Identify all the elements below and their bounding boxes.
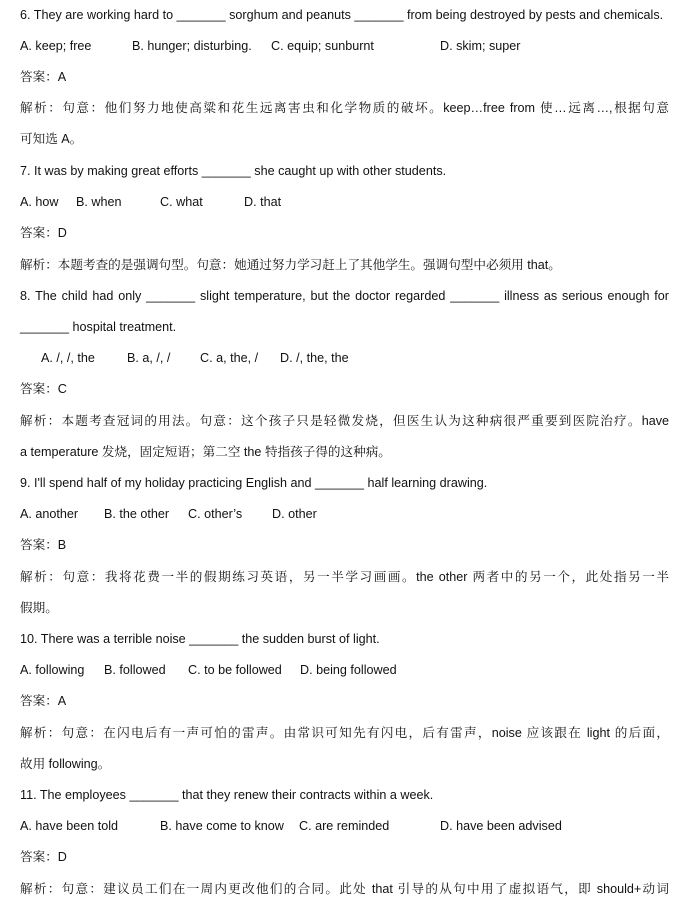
question-10-stem: 10. There was a terrible noise _______ the sudden burst of light. — [20, 632, 380, 646]
question-10-answer: 答案：A — [20, 694, 67, 708]
question-7-analysis: 解析：本题考查的是强调句型。句意：她通过努力学习赶上了其他学生。强调句型中必须用 that。 — [20, 258, 561, 272]
question-11-stem: 11. The employees _______ that they renew their contracts within a week. — [20, 788, 434, 802]
question-7-option-b: B. when — [76, 195, 122, 209]
question-11-option-d: D. have been advised — [440, 819, 562, 833]
question-11-option-c: C. are reminded — [299, 819, 390, 833]
question-9-analysis-line-2: 假期。 — [20, 601, 58, 615]
question-8-option-c: C. a, the, / — [200, 351, 259, 365]
question-8-stem-line-2: _______ hospital treatment. — [20, 320, 177, 334]
question-11-option-b: B. have come to know — [160, 819, 284, 833]
question-9-option-a: A. another — [20, 507, 79, 521]
question-9-analysis-line-1: 解析：句意：我将花费一半的假期练习英语，另一半学习画画。the other 两者中的另一个，此处指另一半 — [20, 570, 669, 584]
question-10-option-d: D. being followed — [300, 663, 397, 677]
question-8-option-b: B. a, /, / — [127, 351, 171, 365]
question-6-answer: 答案：A — [20, 70, 67, 84]
question-11-analysis-line-1: 解析：句意：建议员工们在一周内更改他们的合同。此处 that 引导的从句中用了虚拟语气，即 should+动词 — [20, 882, 669, 896]
question-9-answer: 答案：B — [20, 538, 67, 552]
question-8-option-d: D. /, the, the — [280, 351, 349, 365]
question-6-option-d: D. skim; super — [440, 39, 521, 53]
question-9-option-b: B. the other — [104, 507, 170, 521]
question-10-option-c: C. to be followed — [188, 663, 282, 677]
question-9-option-d: D. other — [272, 507, 317, 521]
question-8-stem-line-1: 8. The child had only _______ slight temperature, but the doctor regarded _______ illness as serious enough for — [20, 289, 669, 303]
question-8-analysis-line-1: 解析：本题考查冠词的用法。句意：这个孩子只是轻微发烧，但医生认为这种病很严重要到医院治疗。have — [20, 414, 669, 428]
question-7-answer: 答案：D — [20, 226, 67, 240]
question-7-option-d: D. that — [244, 195, 282, 209]
question-7-stem: 7. It was by making great efforts _______ she caught up with other students. — [20, 164, 447, 178]
question-6-analysis-line-1: 解析：句意：他们努力地使高粱和花生远离害虫和化学物质的破坏。keep…free from 使…远离…,根据句意 — [20, 101, 669, 115]
question-10-analysis-line-1: 解析：句意：在闪电后有一声可怕的雷声。由常识可知先有闪电，后有雷声，noise 应该跟在 light 的后面， — [20, 726, 669, 740]
question-10-analysis-line-2: 故用 following。 — [20, 757, 111, 771]
question-10-option-a: A. following — [20, 663, 85, 677]
question-7-option-c: C. what — [160, 195, 203, 209]
question-6-option-a: A. keep; free — [20, 39, 92, 53]
question-6-option-b: B. hunger; disturbing. — [132, 39, 252, 53]
question-6-option-c: C. equip; sunburnt — [271, 39, 374, 53]
question-6-stem: 6. They are working hard to _______ sorghum and peanuts _______ from being destroyed by pests and chemicals. — [20, 8, 664, 22]
question-9-option-c: C. other’s — [188, 507, 243, 521]
question-8-option-a: A. /, /, the — [41, 351, 95, 365]
question-6-analysis-line-2: 可知选 A。 — [20, 132, 83, 146]
question-8-analysis-line-2: a temperature 发烧，固定短语；第二空 the 特指孩子得的这种病。 — [20, 445, 391, 459]
question-7-option-a: A. how — [20, 195, 59, 209]
question-9-stem: 9. I'll spend half of my holiday practicing English and _______ half learning drawing. — [20, 476, 488, 490]
question-10-option-b: B. followed — [104, 663, 166, 677]
question-8-answer: 答案：C — [20, 382, 67, 396]
question-11-answer: 答案：D — [20, 850, 67, 864]
question-11-option-a: A. have been told — [20, 819, 119, 833]
